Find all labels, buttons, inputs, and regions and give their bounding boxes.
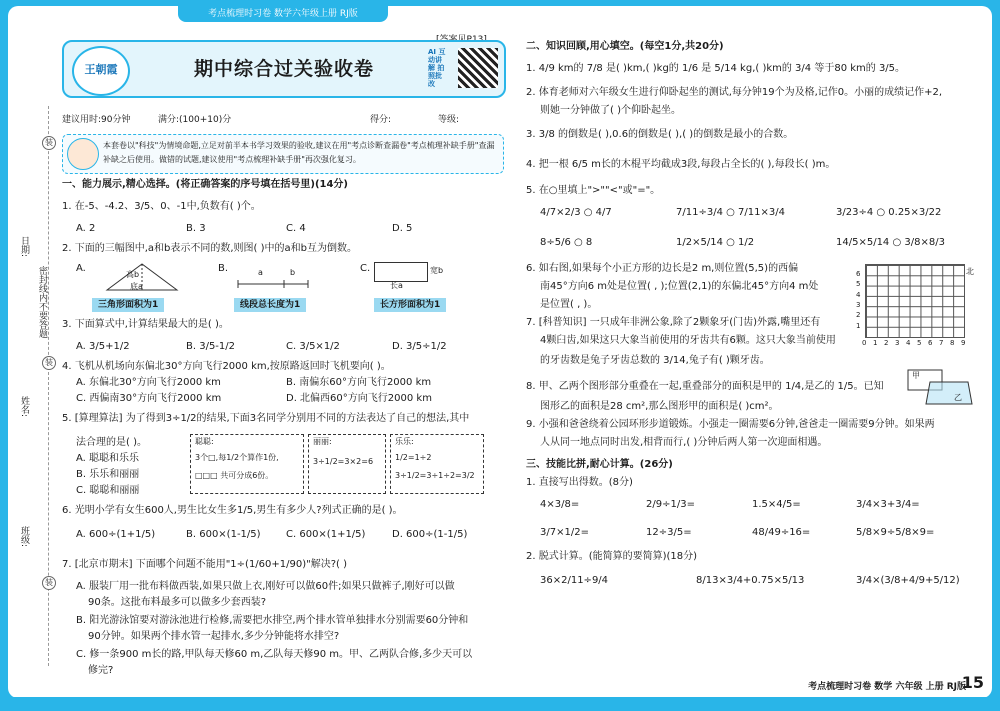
question-3: 3. 下面算式中,计算结果最大的是( )。 [62,319,229,330]
question-1: 1. 在-5、-4.2、3/5、0、-1中,负数有( )个。 [62,201,261,212]
q7-option-b[interactable]: B. 阳光游泳馆要对游泳池进行检修,需要把水排空,两个排水管单独排水分别需要60分钟和 [76,615,469,626]
compare-item[interactable]: 7/11÷3/4 ○ 7/11×3/4 [676,207,785,218]
page-number: 15 [961,673,984,692]
segment-figure [236,270,310,290]
q7-option-b-cont: 90分钟。如果两个排水管一起排水,多少分钟能将水排空? [88,631,340,642]
brand-logo: 王朝霞 [72,46,130,96]
fill-question-3: 3. 3/8 的倒数是( ),0.6的倒数是( ),( )的倒数是最小的合数。 [526,129,794,140]
q5-option-a[interactable]: A. 聪聪和乐乐 [76,453,140,464]
q4-option-b[interactable]: B. 南偏东60°方向飞行2000 km [286,377,432,388]
q3-option-b[interactable]: B. 3/5-1/2 [186,341,236,352]
shape-yi-label: 乙 [954,393,962,402]
ai-qr-block[interactable] [428,48,498,88]
right-column [526,40,982,670]
full-score: 满分:(100+10)分 [158,115,232,125]
q4-option-c[interactable]: C. 西偏南30°方向飞行2000 km [76,393,222,404]
binding-hole: 装 [42,576,56,590]
q6-option-c[interactable]: C. 600×(1+1/5) [286,529,366,540]
q6-option-d[interactable]: D. 600÷(1-1/5) [392,529,468,540]
fill-question-5: 5. 在○里填上">""<"或"="。 [526,185,661,196]
q4-option-a[interactable]: A. 东偏北30°方向飞行2000 km [76,377,221,388]
oral-calc-item[interactable]: 2/9÷1/3= [646,499,695,510]
name-label: 姓名: [19,396,29,418]
compare-item[interactable]: 1/2×5/14 ○ 1/2 [676,237,755,248]
rect-width-label: 宽b [430,266,444,275]
q1-option-b[interactable]: B. 3 [186,223,206,234]
binding-hole: 装 [42,136,56,150]
oral-calc-item[interactable]: 1.5×4/5= [752,499,801,510]
fill-question-8-cont: 图形乙的面积是28 cm²,那么图形甲的面积是( )cm²。 [540,401,779,412]
q2-label-b: 线段总长度为1 [234,298,306,312]
q7-option-c-cont: 修完? [88,665,114,676]
mascot-icon [67,138,99,170]
question-5-cont: 法合理的是( )。 [76,437,147,448]
q2-label-c: 长方形面积为1 [374,298,446,312]
grade-field[interactable]: 等级: [438,115,460,125]
calc-question-1: 1. 直接写出得数。(8分) [526,477,633,488]
bottom-border [0,697,1000,711]
binding-strip [8,106,56,666]
q4-option-d[interactable]: D. 北偏西60°方向飞行2000 km [286,393,432,404]
shape-jia-label: 甲 [912,371,920,380]
oral-calc-item[interactable]: 4×3/8= [540,499,580,510]
fill-question-8: 8. 甲、乙两个图形部分重叠在一起,重叠部分的面积是甲的 1/4,是乙的 1/5。已知 [526,381,884,392]
question-4: 4. 飞机从机场向东偏北30°方向飞行2000 km,按原路返回时飞机要向( )。 [62,361,391,372]
q3-option-d[interactable]: D. 3/5÷1/2 [392,341,447,352]
title-banner [62,40,506,98]
segment-b-label: b [290,268,296,277]
fill-question-6-cont: 南45°方向6 m处是位置( , );位置(2,1)的东偏北45°方向4 m处 [540,281,819,292]
q5-option-c[interactable]: C. 聪聪和丽丽 [76,485,140,496]
q3-option-a[interactable]: A. 3/5+1/2 [76,341,130,352]
north-arrow-icon: 北 [966,267,974,276]
question-6: 6. 光明小学有女生600人,男生比女生多1/5,男生有多少人?列式正确的是( )。 [62,505,403,516]
seal-text: 密封线内不要答题 [37,266,47,338]
q1-option-d[interactable]: D. 5 [392,223,413,234]
compare-item[interactable]: 8÷5/6 ○ 8 [540,237,593,248]
ai-label: AI 互动讲解 拍照批改 [428,48,446,88]
fill-question-7: 7. [科普知识] 一只成年非洲公象,除了2颗象牙(门齿)外露,嘴里还有 [526,317,821,328]
question-2: 2. 下面的三幅图中,a和b表示不同的数,则图( )中的a和b互为倒数。 [62,243,358,254]
q7-option-c[interactable]: C. 修一条900 m长的路,甲队每天修60 m,乙队每天修90 m。甲、乙两队合修,多少天可以 [76,649,473,660]
q2-option-a[interactable]: A. [76,263,86,274]
q7-option-a-cont: 90条。这批布料最多可以做多少套西装? [88,597,267,608]
q6-option-a[interactable]: A. 600÷(1+1/5) [76,529,156,540]
q2-label-a: 三角形面积为1 [92,298,164,312]
question-7: 7. [北京市期末] 下面哪个问题不能用"1÷(1/60+1/90)"解决?( ) [62,559,348,570]
oral-calc-item[interactable]: 5/8×9÷5/8×9= [856,527,935,538]
section-2-heading: 二、知识回顾,用心填空。(每空1分,共20分) [526,41,724,52]
grid-x-axis: 0 1 2 3 4 5 6 7 8 9 [862,339,966,347]
top-tab: 考点梳理时习卷 数学六年级上册 RJ版 [178,6,388,22]
step-calc-item[interactable]: 3/4×(3/8+4/9+5/12) [856,575,960,586]
rectangle-figure [374,262,428,282]
q2-option-c[interactable]: C. [360,263,371,274]
q1-option-c[interactable]: C. 4 [286,223,306,234]
worksheet-page [8,6,992,698]
lili-box: 丽丽: 3÷1/2=3×2=6 [308,434,386,494]
oral-calc-item[interactable]: 3/4×3+3/4= [856,499,920,510]
section-3-heading: 三、技能比拼,耐心计算。(26分) [526,459,673,470]
fill-question-1: 1. 4/9 km的 7/8 是( )km,( )kg的 1/6 是 5/14 kg,( )km的 3/4 等于80 km的 3/5。 [526,63,906,74]
q6-option-b[interactable]: B. 600×(1-1/5) [186,529,261,540]
step-calc-item[interactable]: 36×2/11÷9/4 [540,575,609,586]
date-label: 日期: [19,236,29,258]
triangle-height-label: 高b [126,270,140,279]
suggested-time: 建议用时:90分钟 [62,115,131,125]
oral-calc-item[interactable]: 3/7×1/2= [540,527,589,538]
left-column [62,178,506,678]
fill-question-6-cont2: 是位置( , )。 [540,299,598,310]
q7-option-a[interactable]: A. 服装厂用一批布料做西装,如果只做上衣,刚好可以做60件;如果只做裤子,刚好可以做 [76,581,455,592]
step-calc-item[interactable]: 8/13×3/4+0.75×5/13 [696,575,805,586]
q1-option-a[interactable]: A. 2 [76,223,96,234]
rect-length-label: 长a [390,281,403,290]
fill-question-9: 9. 小强和爸爸绕着公园环形步道锻炼。小强走一圈需要6分钟,爸爸走一圈需要9分钟。如果两 [526,419,935,430]
footer-text: 考点梳理时习卷 数学 六年级 上册 RJ版 [808,682,966,692]
q5-option-b[interactable]: B. 乐乐和丽丽 [76,469,140,480]
congcong-box: 聪聪: 3个□,每1/2个算作1份, □□□ 共可分成6份。 [190,434,304,494]
grid-y-axis: 1 2 3 4 5 6 [856,270,861,330]
score-field[interactable]: 得分: [370,115,392,125]
fill-question-7-cont2: 的牙齿数是兔子牙齿总数的 3/14,兔子有( )颗牙齿。 [540,355,770,366]
compare-item[interactable]: 14/5×5/14 ○ 3/8×8/3 [836,237,945,248]
lele-box: 乐乐: 1/2=1÷2 3÷1/2=3÷1÷2=3/2 [390,434,484,494]
triangle-base-label: 底a [130,282,143,291]
section-1-heading: 一、能力展示,精心选择。(将正确答案的序号填在括号里)(14分) [62,179,348,190]
fill-question-9-cont: 人从同一地点同时出发,相背而行,( )分钟后两人第一次迎面相遇。 [540,437,828,448]
fill-question-2: 2. 体育老师对六年级女生进行仰卧起坐的测试,每分钟19个为及格,记作0。小丽的成绩记作+2, [526,87,943,98]
tip-note [62,134,504,174]
compare-item[interactable]: 4/7×2/3 ○ 4/7 [540,207,612,218]
qr-code-icon[interactable] [458,48,498,88]
fill-question-7-cont: 4颗臼齿,如果这只大象当前使用的牙齿共有6颗。这只大象当前使用 [540,335,836,346]
fill-question-6: 6. 如右图,如果每个小正方形的边长是2 m,则位置(5,5)的西偏 [526,263,799,274]
q2-option-b[interactable]: B. [218,263,229,274]
binding-hole: 装 [42,356,56,370]
coordinate-grid [865,264,965,338]
fill-question-4: 4. 把一根 6/5 m长的木棍平均截成3段,每段占全长的( ),每段长( )m。 [526,159,836,170]
fill-question-2-cont: 则她一分钟做了( )个仰卧起坐。 [540,105,681,116]
segment-a-label: a [258,268,263,277]
tip-text: 本套卷以"科技"为情境命题,立足对前半本书学习效果的验收,建议在用"考点诊断查漏卷"考点梳理补缺手册"查漏补缺之后使用。做错的试题,建议使用"考点梳理补缺手册"再次强化复习。 [103,141,495,164]
q3-option-c[interactable]: C. 3/5×1/2 [286,341,340,352]
question-5: 5. [算理算法] 为了得到3÷1/2的结果,下面3名同学分别用不同的方法表达了自己的想法,其中 [62,413,470,424]
oral-calc-item[interactable]: 12÷3/5= [646,527,692,538]
oral-calc-item[interactable]: 48/49÷16= [752,527,811,538]
calc-question-2: 2. 脱式计算。(能简算的要简算)(18分) [526,551,698,562]
compare-item[interactable]: 3/23÷4 ○ 0.25×3/22 [836,207,942,218]
page-title: 期中综合过关验收卷 [193,58,374,80]
class-label: 班级: [19,526,29,548]
